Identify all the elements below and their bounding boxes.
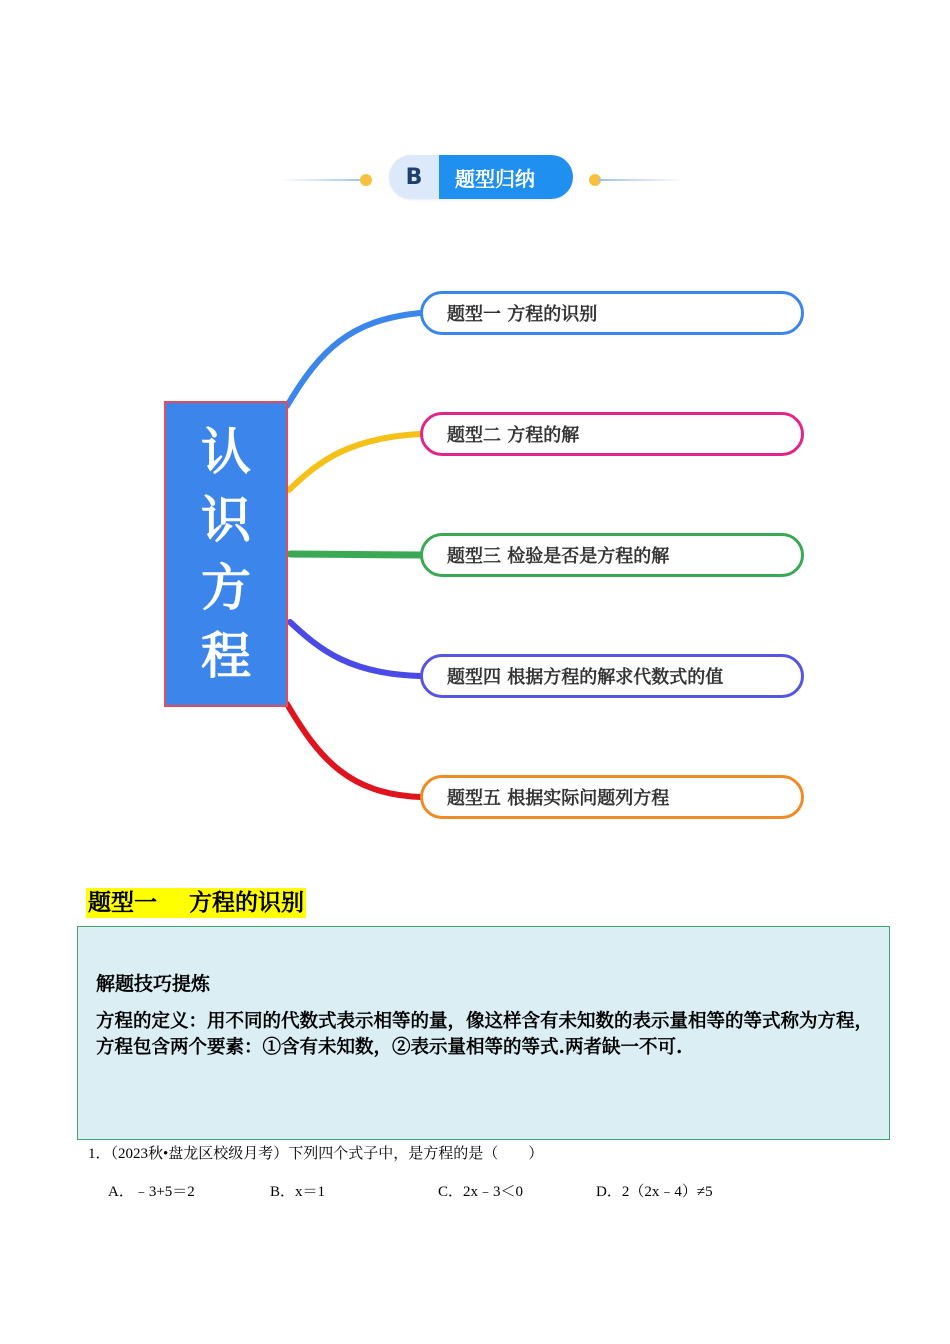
topic-node-label: 题型一 方程的识别	[447, 304, 598, 325]
branch-2	[289, 434, 420, 490]
topic-node-label: 题型二 方程的解	[447, 425, 580, 446]
topic-node-4	[420, 654, 804, 698]
branch-1	[287, 313, 420, 406]
topic-node-label: 题型四 根据方程的解求代数式的值	[447, 667, 724, 688]
header-decor-line-left	[280, 179, 366, 181]
central-topic-label: 认识方程	[201, 423, 251, 685]
topic-node-label: 题型三 检验是否是方程的解	[447, 546, 670, 567]
branch-3	[290, 554, 420, 555]
mind-map	[0, 280, 950, 840]
header-decor-dot-left	[360, 174, 372, 186]
header-decor-line-right	[598, 179, 684, 181]
option-d: D．2（2x﹣4）≠5	[596, 1184, 713, 1200]
section-header	[0, 150, 950, 210]
topic-node-1	[420, 291, 804, 335]
central-topic	[164, 401, 288, 707]
section-pill	[389, 155, 573, 199]
section-letter: B	[389, 155, 439, 199]
question-type-heading: 题型一 方程的识别	[88, 890, 305, 916]
section-title: 题型归纳	[439, 155, 573, 199]
topic-node-5	[420, 775, 804, 819]
tips-box	[77, 926, 890, 1140]
topic-node-2	[420, 412, 804, 456]
question-stem: 1．（2023秋•盘龙区校级月考）下列四个式子中，是方程的是（ ）	[88, 1146, 544, 1162]
branch-4	[290, 622, 420, 676]
option-a: A．﹣3+5＝2	[108, 1184, 195, 1200]
question-options	[88, 1180, 908, 1204]
tips-title: 解题技巧提炼	[96, 973, 211, 995]
topic-node-3	[420, 533, 804, 577]
tips-body: 方程的定义：用不同的代数式表示相等的量，像这样含有未知数的表示量相等的等式称为方程，方程包含两个要素：①含有未知数，②表示量相等的等式.两者缺一不可.	[96, 1011, 874, 1058]
question-1	[88, 1144, 908, 1204]
option-c: C．2x﹣3＜0	[438, 1184, 524, 1200]
topic-node-label: 题型五 根据实际问题列方程	[447, 788, 670, 809]
option-b: B．x＝1	[270, 1184, 326, 1200]
branch-5	[287, 704, 420, 797]
